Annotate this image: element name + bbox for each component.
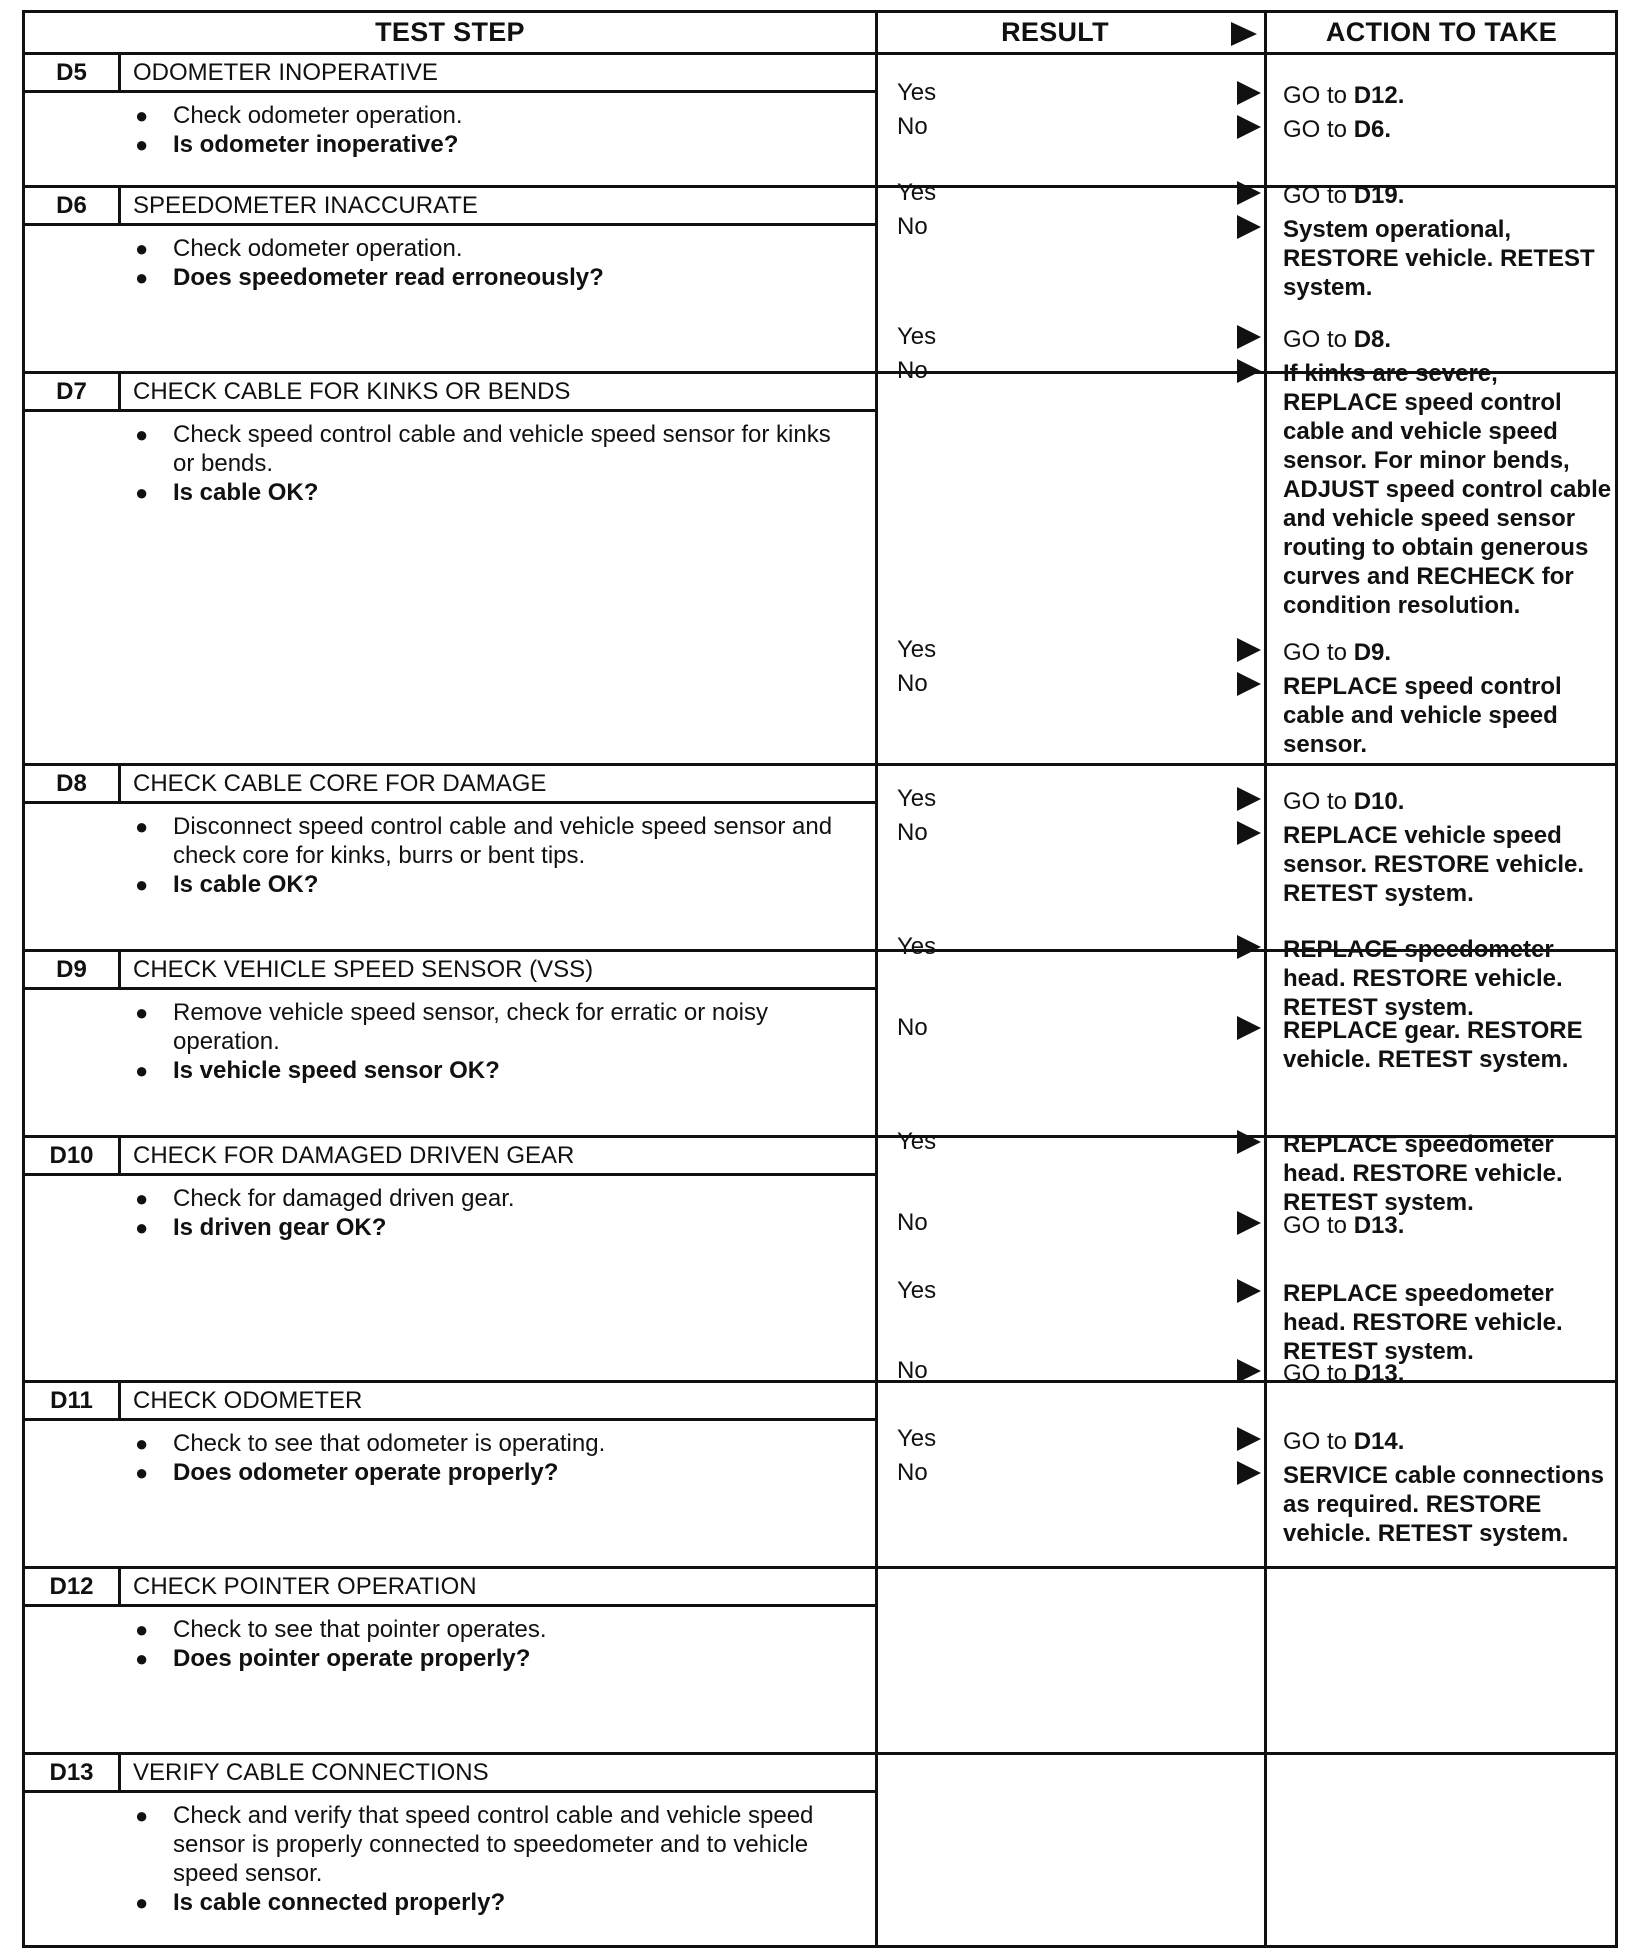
check-item: ● Disconnect speed control cable and vehicle speed sensor and check core for kinks, burrs or bent tips. bbox=[135, 812, 855, 870]
arrow-right-icon bbox=[1237, 1461, 1261, 1485]
check-question: ● Does odometer operate properly? bbox=[135, 1458, 855, 1487]
step-title: ODOMETER INOPERATIVE bbox=[121, 55, 875, 93]
action-step-ref: D10. bbox=[1353, 788, 1405, 815]
action-step-ref: D8. bbox=[1353, 326, 1392, 353]
result-no: No bbox=[897, 1357, 928, 1384]
result-yes: Yes bbox=[897, 785, 937, 812]
action-step-ref: D19. bbox=[1353, 182, 1405, 209]
step-id: D6 bbox=[25, 188, 121, 226]
action-prefix: GO to bbox=[1283, 182, 1354, 209]
action-prefix: GO to bbox=[1283, 1428, 1354, 1455]
arrow-right-icon bbox=[1237, 181, 1261, 205]
step-id: D10 bbox=[25, 1138, 121, 1176]
header-test-step: TEST STEP bbox=[375, 17, 525, 47]
arrow-right-icon bbox=[1237, 787, 1261, 811]
step-checklist bbox=[135, 1801, 855, 1917]
action-yes bbox=[1283, 787, 1613, 816]
header-action: ACTION TO TAKE bbox=[1325, 17, 1558, 47]
result-yes: Yes bbox=[897, 1425, 937, 1452]
action-yes bbox=[1283, 1427, 1613, 1456]
check-question: ● Does pointer operate properly? bbox=[135, 1644, 855, 1673]
action-step-ref: D9. bbox=[1353, 639, 1392, 666]
result-no: No bbox=[897, 1209, 928, 1236]
check-item: ● Remove vehicle speed sensor, check for erratic or noisy operation. bbox=[135, 998, 855, 1056]
result-no: No bbox=[897, 1014, 928, 1041]
action-prefix: GO to bbox=[1283, 788, 1354, 815]
result-yes: Yes bbox=[897, 1277, 937, 1304]
check-item: ● Check odometer operation. bbox=[135, 101, 855, 130]
action-yes: REPLACE speedometer head. RESTORE vehicle. RETEST system. bbox=[1283, 1131, 1563, 1216]
check-question: ● Is cable connected properly? bbox=[135, 1888, 855, 1917]
arrow-right-icon bbox=[1237, 359, 1261, 383]
result-no: No bbox=[897, 670, 928, 697]
step-title: CHECK FOR DAMAGED DRIVEN GEAR bbox=[121, 1138, 875, 1176]
check-question: ● Is cable OK? bbox=[135, 870, 855, 899]
result-no: No bbox=[897, 819, 928, 846]
check-item: ● Check to see that pointer operates. bbox=[135, 1615, 855, 1644]
arrow-right-icon bbox=[1237, 1279, 1261, 1303]
arrow-right-icon bbox=[1237, 325, 1261, 349]
action-yes bbox=[1283, 181, 1613, 210]
arrow-right-icon bbox=[1237, 1130, 1261, 1154]
table-header bbox=[25, 13, 1615, 55]
step-title: SPEEDOMETER INACCURATE bbox=[121, 188, 875, 226]
action-no bbox=[1283, 1359, 1613, 1388]
arrow-right-icon bbox=[1237, 115, 1261, 139]
action-step-ref: D13. bbox=[1353, 1212, 1405, 1239]
step-id: D7 bbox=[25, 374, 121, 412]
result-no: No bbox=[897, 213, 928, 240]
action-prefix: GO to bbox=[1283, 116, 1354, 143]
result-no: No bbox=[897, 357, 928, 384]
arrow-right-icon bbox=[1237, 638, 1261, 662]
arrow-right-icon bbox=[1237, 1427, 1261, 1451]
action-no bbox=[1283, 115, 1613, 144]
action-no: REPLACE speed control cable and vehicle speed sensor. bbox=[1283, 673, 1562, 758]
action-yes bbox=[1283, 638, 1613, 667]
check-item: ● Check to see that odometer is operating. bbox=[135, 1429, 855, 1458]
step-checklist bbox=[135, 234, 855, 292]
action-yes: REPLACE speedometer head. RESTORE vehicle. RETEST system. bbox=[1283, 936, 1563, 1021]
check-item: ● Check speed control cable and vehicle speed sensor for kinks or bends. bbox=[135, 420, 855, 478]
action-no: If kinks are severe, REPLACE speed control cable and vehicle speed sensor. For minor bends, ADJUST speed control cable and vehicle speed sensor routing to obtain generous curves and RECHECK for condition resolution. bbox=[1283, 360, 1612, 619]
action-prefix: GO to bbox=[1283, 82, 1354, 109]
action-step-ref: D14. bbox=[1353, 1428, 1405, 1455]
arrow-right-icon bbox=[1237, 215, 1261, 239]
step-d5 bbox=[25, 55, 1615, 188]
step-id: D12 bbox=[25, 1569, 121, 1607]
step-title: CHECK CABLE CORE FOR DAMAGE bbox=[121, 766, 875, 804]
action-prefix: GO to bbox=[1283, 639, 1354, 666]
step-title: VERIFY CABLE CONNECTIONS bbox=[121, 1755, 875, 1793]
step-title: CHECK VEHICLE SPEED SENSOR (VSS) bbox=[121, 952, 875, 990]
action-no: REPLACE gear. RESTORE vehicle. RETEST system. bbox=[1283, 1017, 1583, 1073]
action-no: SERVICE cable connections as required. RESTORE vehicle. RETEST system. bbox=[1283, 1462, 1604, 1547]
result-no: No bbox=[897, 1459, 928, 1486]
check-question: ● Does speedometer read erroneously? bbox=[135, 263, 855, 292]
action-prefix: GO to bbox=[1283, 1212, 1354, 1239]
check-question: ● Is vehicle speed sensor OK? bbox=[135, 1056, 855, 1085]
check-item: ● Check for damaged driven gear. bbox=[135, 1184, 855, 1213]
step-id: D11 bbox=[25, 1383, 121, 1421]
step-id: D8 bbox=[25, 766, 121, 804]
arrow-right-icon bbox=[1237, 935, 1261, 959]
action-no bbox=[1283, 1211, 1613, 1240]
result-yes: Yes bbox=[897, 636, 937, 663]
arrow-right-icon bbox=[1237, 672, 1261, 696]
header-arrow-icon bbox=[1231, 22, 1257, 46]
arrow-right-icon bbox=[1237, 1211, 1261, 1235]
action-prefix: GO to bbox=[1283, 326, 1354, 353]
arrow-right-icon bbox=[1237, 1016, 1261, 1040]
arrow-right-icon bbox=[1237, 81, 1261, 105]
diagnostic-table bbox=[22, 10, 1618, 1948]
result-yes: Yes bbox=[897, 933, 937, 960]
action-yes bbox=[1283, 81, 1613, 110]
step-id: D13 bbox=[25, 1755, 121, 1793]
action-no: REPLACE vehicle speed sensor. RESTORE vehicle. RETEST system. bbox=[1283, 822, 1585, 907]
result-yes: Yes bbox=[897, 1128, 937, 1155]
result-yes: Yes bbox=[897, 323, 937, 350]
action-step-ref: D6. bbox=[1353, 116, 1392, 143]
action-no: System operational, RESTORE vehicle. RETEST system. bbox=[1283, 216, 1595, 301]
step-checklist bbox=[135, 1429, 855, 1487]
step-title: CHECK ODOMETER bbox=[121, 1383, 875, 1421]
check-question: ● Is driven gear OK? bbox=[135, 1213, 855, 1242]
action-step-ref: D12. bbox=[1353, 82, 1405, 109]
arrow-right-icon bbox=[1237, 821, 1261, 845]
step-checklist bbox=[135, 420, 855, 507]
action-step-ref: D13. bbox=[1353, 1360, 1405, 1387]
result-yes: Yes bbox=[897, 179, 937, 206]
step-checklist bbox=[135, 998, 855, 1085]
result-yes: Yes bbox=[897, 79, 937, 106]
step-title: CHECK POINTER OPERATION bbox=[121, 1569, 875, 1607]
result-no: No bbox=[897, 113, 928, 140]
step-checklist bbox=[135, 101, 855, 159]
check-question: ● Is cable OK? bbox=[135, 478, 855, 507]
action-yes: REPLACE speedometer head. RESTORE vehicle. RETEST system. bbox=[1283, 1280, 1563, 1365]
step-title: CHECK CABLE FOR KINKS OR BENDS bbox=[121, 374, 875, 412]
step-checklist bbox=[135, 1184, 855, 1242]
check-item: ● Check and verify that speed control cable and vehicle speed sensor is properly connected to speedometer and to vehicle speed sensor. bbox=[135, 1801, 855, 1888]
check-item: ● Check odometer operation. bbox=[135, 234, 855, 263]
step-checklist bbox=[135, 812, 855, 899]
step-checklist bbox=[135, 1615, 855, 1673]
action-yes bbox=[1283, 325, 1613, 354]
arrow-right-icon bbox=[1237, 1359, 1261, 1383]
action-prefix: GO to bbox=[1283, 1360, 1354, 1387]
header-result: RESULT bbox=[1001, 17, 1109, 47]
step-id: D9 bbox=[25, 952, 121, 990]
step-id: D5 bbox=[25, 55, 121, 93]
check-question: ● Is odometer inoperative? bbox=[135, 130, 855, 159]
